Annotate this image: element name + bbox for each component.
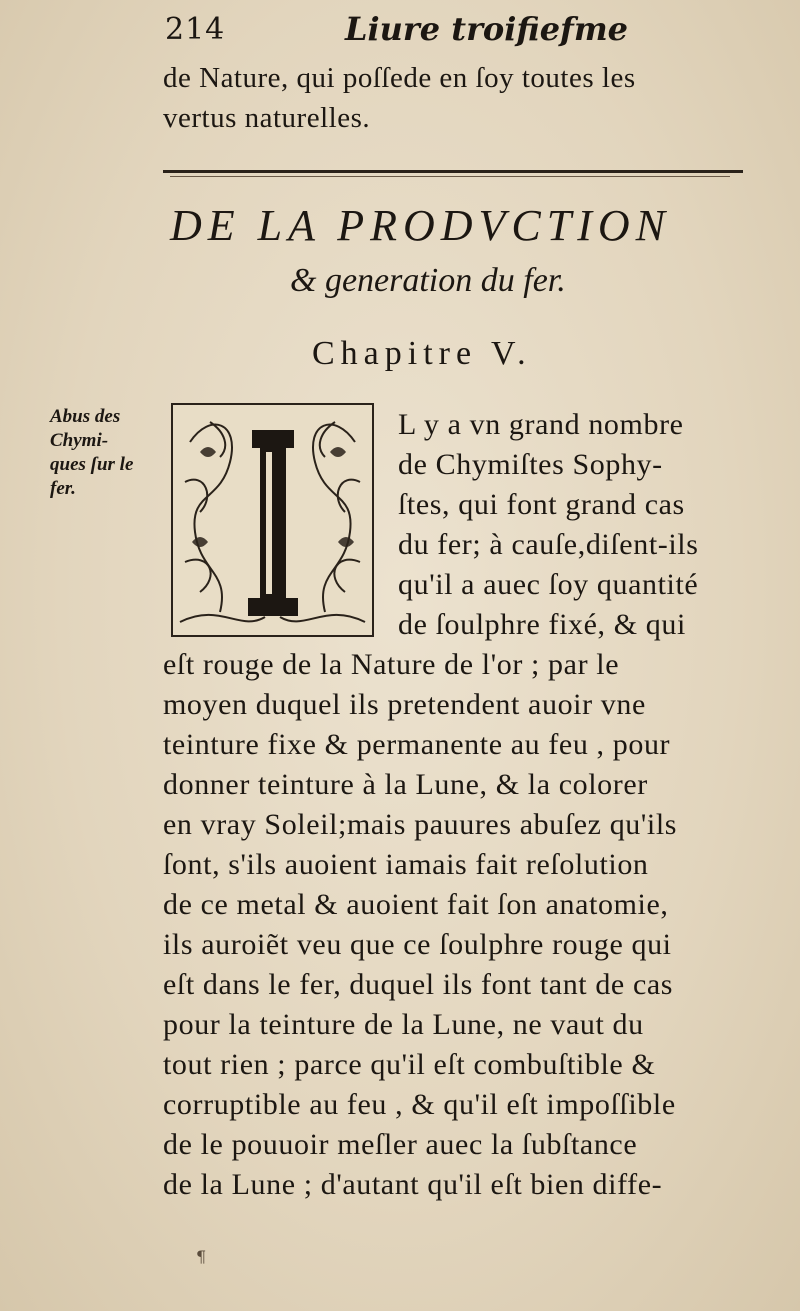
chapter-subtitle: & generation du fer. [290,262,566,299]
marginal-note-line: fer. [50,478,76,499]
paragraph-line: de ce metal & auoient fait ſon anatomie, [163,888,669,921]
chapter-title: DE LA PRODVCTION [170,201,671,250]
paragraph-line: pour la teinture de la Lune, ne vaut du [163,1008,644,1041]
marginal-note-line: ques ſur le [50,454,134,475]
paragraph-line: L y a vn grand nombre [398,408,684,441]
opening-line: de Nature, qui poſſede en ſoy toutes les [163,62,636,94]
paragraph-line: eſt rouge de la Nature de l'or ; par le [163,648,620,681]
decorated-initial-icon [170,402,375,638]
paragraph-line: teinture fixe & permanente au feu , pour [163,728,671,761]
paragraph-line: de la Lune ; d'autant qu'il eſt bien diffe- [163,1168,663,1201]
paragraph-line: ſtes, qui font grand cas [398,488,685,521]
paragraph-line: donner teinture à la Lune, & la colorer [163,768,648,801]
section-rule-thin [170,176,730,177]
marginal-note [50,405,170,501]
paragraph-line: du fer; à cauſe,diſent-ils [398,528,699,561]
paragraph-line: ſont, s'ils auoient iamais fait reſolution [163,848,649,881]
decorated-initial [170,402,375,638]
running-title: Liure troifiefme [345,10,629,48]
paragraph-line: corruptible au feu , & qu'il eſt impoſſible [163,1088,676,1121]
signature-mark: ¶ [196,1247,207,1266]
marginal-note-line: Abus des [50,406,121,427]
paragraph-line: de Chymiſtes Sophy- [398,448,663,481]
paragraph-line: moyen duquel ils pretendent auoir vne [163,688,646,721]
section-rule [163,170,743,173]
paragraph-line: en vray Soleil;mais pauures abuſez qu'ils [163,808,678,841]
paragraph-line: ils auroiẽt veu que ce ſoulphre rouge qui [163,928,672,961]
chapter-number: Chapitre V. [312,335,532,372]
opening-line: vertus naturelles. [163,102,371,134]
paragraph-line: de ſoulphre fixé, & qui [398,608,686,641]
paragraph-line: tout rien ; parce qu'il eſt combuſtible & [163,1048,656,1081]
page-number: 214 [165,12,226,47]
paragraph-line: eſt dans le fer, duquel ils font tant de cas [163,968,674,1001]
marginal-note-line: Chymi- [50,430,109,451]
paragraph-line: de le pouuoir meſler auec la ſubſtance [163,1128,638,1161]
page-header [0,10,800,54]
paragraph-line: qu'il a auec ſoy quantité [398,568,699,601]
